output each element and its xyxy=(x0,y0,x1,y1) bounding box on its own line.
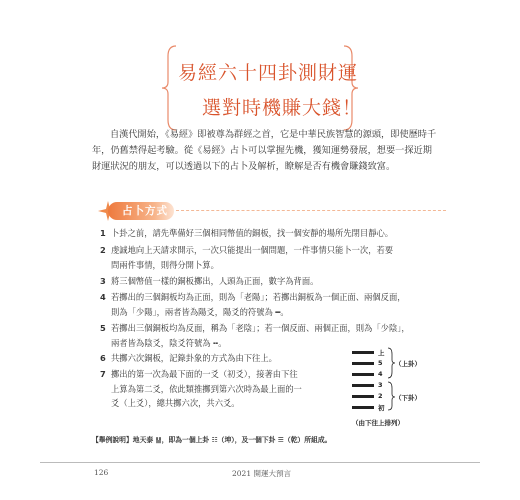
step-number: 2 xyxy=(100,245,106,255)
yao-line xyxy=(352,373,374,376)
yao-label: 4 xyxy=(378,370,383,378)
section-label: 占卜方式 xyxy=(122,205,168,217)
diagram-caption: （由下往上排列） xyxy=(352,419,404,427)
book-title: 2021 開運大預言 xyxy=(232,469,291,478)
section-divider xyxy=(176,210,446,211)
yao-label: 5 xyxy=(378,359,383,367)
step-line: 虔誠地向上天請求開示，一次只能提出一個問題，一件事情只能卜一次，若要 xyxy=(111,245,394,255)
title-line-2: 選對時機賺大錢！ xyxy=(202,97,363,119)
yao-label: 上 xyxy=(378,349,385,357)
yao-line xyxy=(352,384,374,387)
trigram-braces xyxy=(386,346,396,412)
yao-line xyxy=(352,406,374,409)
step-line: 爻（上爻），總共擲六次，共六爻。 xyxy=(111,398,240,408)
yao-line xyxy=(352,351,374,354)
hexagram-diagram xyxy=(352,340,462,427)
upper-trigram-label: （上卦） xyxy=(395,360,421,368)
step-line: 則為「少陽」，兩者皆為陽爻，陽爻的符號為 ━。 xyxy=(111,306,289,317)
step-line: 若擲出的三個銅板均為正面，則為「老陽」；若擲出銅板為一個正面、兩個反面， xyxy=(111,292,406,302)
step-number: 7 xyxy=(100,369,106,379)
step-line: 問兩件事情，則得分開卜算。 xyxy=(111,259,219,270)
step-number: 1 xyxy=(100,228,106,238)
step-number: 6 xyxy=(100,353,106,363)
step-number: 3 xyxy=(100,276,106,286)
lower-trigram-label: （下卦） xyxy=(395,394,421,402)
step-line: 兩者皆為陰爻，陰爻符號為 ╍。 xyxy=(111,337,227,348)
step-line: 若擲出三個銅板均為反面，稱為「老陰」；若一個反面、兩個正面，則為「少陰」， xyxy=(111,323,410,333)
step-number: 5 xyxy=(100,323,106,333)
page-number: 126 xyxy=(94,468,109,477)
step-line: 上算為第二爻，依此類推擲到第六次時為最上面的一 xyxy=(111,383,302,394)
title-line-1: 易經六十四卦測財運 xyxy=(178,62,359,84)
step-line: 共擲六次銅板，記錄卦象的方式為由下往上。 xyxy=(111,353,277,363)
yao-line xyxy=(352,362,374,365)
step-line: 卜卦之前，請先準備好三個相同幣值的銅板，找一個安靜的場所先閉目靜心。 xyxy=(111,228,394,238)
yao-line xyxy=(352,395,374,398)
step-number: 4 xyxy=(100,292,106,302)
footer-divider xyxy=(40,462,480,463)
yao-label: 3 xyxy=(378,381,383,389)
step-line: 將三個幣值一樣的銅板擲出，人頭為正面，數字為背面。 xyxy=(111,276,319,286)
section-heading xyxy=(92,200,452,222)
step-line: 擲出的第一次為最下面的一爻（初爻），接著由下往 xyxy=(111,369,298,379)
intro-paragraph: 自漢代開始，《易經》即被尊為群經之首，它是中華民族智慧的源頭，即使歷時千年，仍舊禁得起考驗。從《易經》占卜可以掌握先機，獲知運勢發展，想要一探近期財運狀況的朋友，可以透過以下的占卜及解析，瞭解是否有機會賺錢致富。 xyxy=(92,129,437,172)
yao-label: 初 xyxy=(378,404,385,412)
example-note: 【舉例說明】地天泰 ䷊，即為一個上卦 ☷（坤），及一個下卦 ☰（乾）所組成。 xyxy=(92,436,332,444)
yao-label: 2 xyxy=(378,392,383,400)
title-box xyxy=(162,44,363,132)
